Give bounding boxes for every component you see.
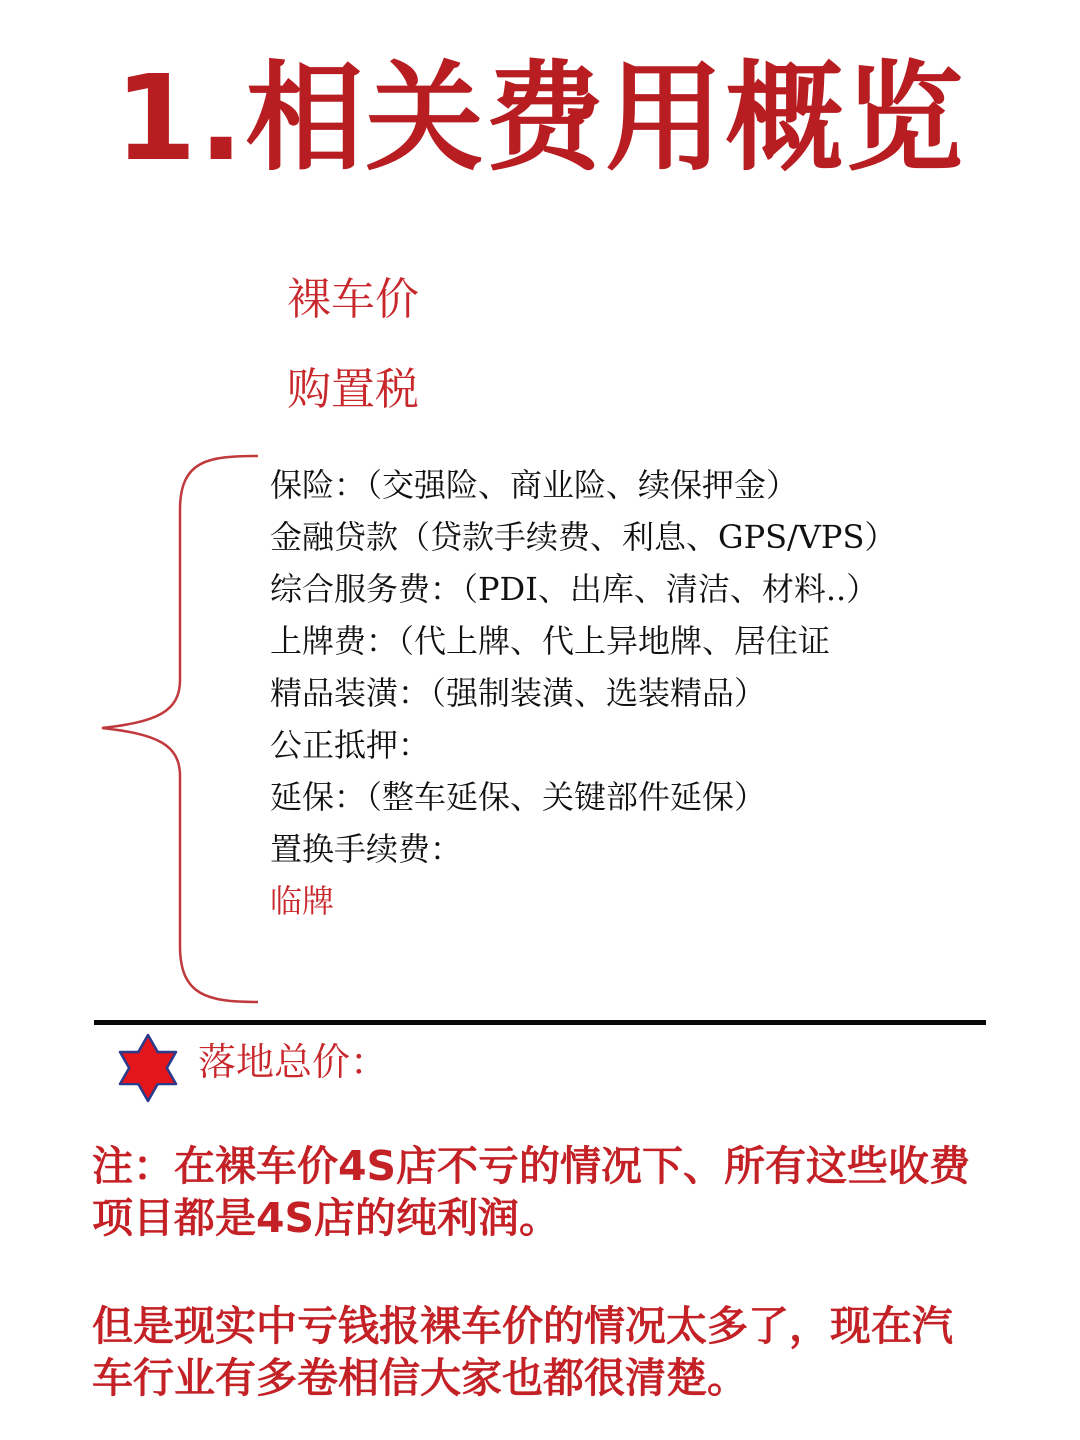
fee-item-warranty: 延保：（整车延保、关键部件延保）: [270, 778, 767, 816]
page-title: 1.相关费用概览: [114, 49, 966, 187]
fee-item-tradein: 置换手续费：: [270, 830, 463, 868]
fee-item-insurance: 保险：（交强险、商业险、续保押金）: [270, 466, 799, 504]
total-price-label: 落地总价：: [198, 1040, 389, 1084]
fee-item-decoration: 精品装潢：（强制装潢、选装精品）: [270, 674, 767, 712]
note-paragraph-2: 但是现实中亏钱报裸车价的情况太多了，现在汽车行业有多卷相信大家也都很清楚。: [92, 1302, 953, 1402]
fee-item-service: 综合服务费：（PDI、出库、清洁、材料..）: [270, 570, 879, 608]
divider: [94, 1020, 986, 1025]
six-pointed-star-icon: [112, 1032, 184, 1104]
left-curly-brace: [96, 450, 266, 1010]
fee-item-temp-plate: 临牌: [270, 882, 335, 920]
fee-item-plate: 上牌费：（代上牌、代上异地牌、居住证: [270, 622, 831, 660]
note-paragraph-1: 注：在裸车价4S店不亏的情况下、所有这些收费项目都是4S店的纯利润。: [92, 1142, 971, 1242]
bare-car-price-label: 裸车价: [287, 274, 419, 325]
fee-item-loan: 金融贷款（贷款手续费、利息、GPS/VPS）: [270, 518, 897, 556]
fee-item-notary: 公正抵押：: [270, 726, 431, 764]
fee-list: [270, 462, 896, 930]
purchase-tax-label: 购置税: [287, 364, 419, 415]
